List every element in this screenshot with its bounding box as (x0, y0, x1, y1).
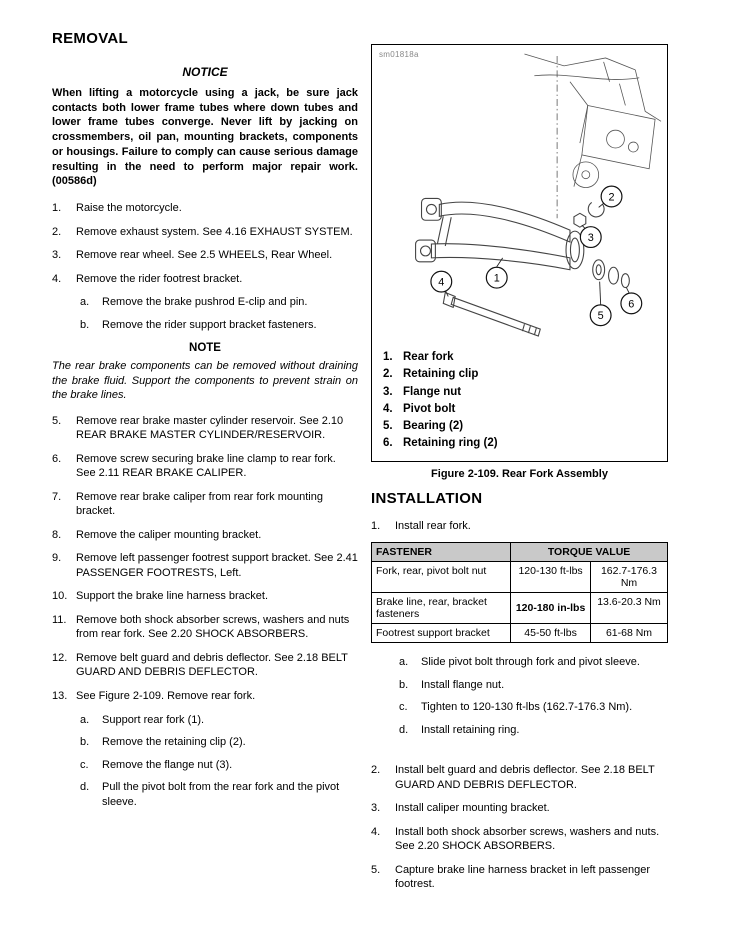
step-text: Remove left passenger footrest support bracket. See 2.41 PASSENGER FOOTRESTS, Left. (76, 552, 358, 579)
removal-step-13b (52, 735, 358, 750)
removal-step-4b (52, 318, 358, 333)
step-number: 4. (52, 272, 62, 285)
step-text: Raise the motorcycle. (76, 202, 182, 215)
removal-step-13a (52, 713, 358, 728)
step-number: 3. (371, 802, 381, 815)
note-body: The rear brake components can be removed without draining the brake fluid. Support the components to prevent strain on the brake lines. (52, 360, 358, 402)
step-number: 2. (371, 764, 381, 777)
step-text: Remove the caliper mounting bracket. (76, 528, 262, 541)
step-number: 2. (52, 225, 62, 238)
torque-metric-cell: 162.7-176.3 Nm (591, 562, 668, 593)
substep-text: Install retaining ring. (421, 723, 520, 736)
step-text: Remove belt guard and debris deflector. See 2.18 BELT GUARD AND DEBRIS DEFLECTOR. (76, 651, 348, 679)
svg-text:3: 3 (587, 232, 594, 245)
install-step-4 (371, 825, 668, 854)
table-row (372, 593, 668, 624)
figure-watermark: sm01818a (379, 50, 419, 59)
notice-body: When lifting a motorcycle using a jack, be sure jack contacts both lower frame tubes where down tubes and lower frame tubes converge. Never lift by jacking on crossmembers, oil pan, mounting brackets, components or housings. Failure to comply can cause serious damage resulting in the need to perform major repair work. (00586d) (52, 87, 358, 188)
torque-table (371, 542, 668, 643)
legend-item-3 (383, 384, 658, 401)
substep-letter: a. (80, 296, 90, 309)
right-column (371, 44, 668, 901)
step-text: Remove rear brake master cylinder reservoir. See 2.10 REAR BRAKE MASTER CYLINDER/RESERVOIR. (76, 414, 344, 442)
removal-step-8 (52, 528, 358, 543)
install-step-1 (371, 519, 668, 534)
step-text: Install caliper mounting bracket. (395, 802, 550, 815)
substep-text: Install flange nut. (421, 678, 505, 691)
step-number: 10. (52, 590, 68, 603)
notice-heading: NOTICE (182, 65, 228, 79)
removal-step-11 (52, 613, 358, 642)
step-text: Remove the rider footrest bracket. (76, 272, 243, 285)
table-row (372, 624, 668, 643)
substep-text: Remove the brake pushrod E-clip and pin. (102, 296, 308, 309)
removal-step-3 (52, 248, 358, 263)
legend-label: Pivot bolt (403, 402, 456, 415)
legend-item-5 (383, 418, 658, 435)
removal-step-10 (52, 589, 358, 604)
removal-step-12 (52, 651, 358, 680)
callout-2 (601, 186, 622, 207)
figure-caption: Figure 2-109. Rear Fork Assembly (431, 467, 608, 480)
step-text: See Figure 2-109. Remove rear fork. (76, 690, 256, 702)
step-number: 1. (371, 519, 381, 532)
install-step-1a (371, 655, 668, 670)
step-number: 5. (371, 863, 381, 876)
removal-step-2 (52, 225, 358, 240)
substep-letter: a. (80, 713, 90, 726)
callout-6 (621, 293, 642, 314)
substep-letter: b. (80, 318, 90, 331)
step-number: 12. (52, 651, 68, 664)
svg-text:4: 4 (438, 276, 445, 289)
step-number: 5. (52, 414, 62, 427)
step-text: Remove both shock absorber screws, washers and nuts from rear fork. See 2.20 SHOCK ABSORBERS. (76, 613, 350, 641)
step-text: Remove rear brake caliper from rear fork mounting bracket. (76, 490, 323, 518)
install-step-1c (371, 700, 668, 715)
torque-metric-cell: 13.6-20.3 Nm (591, 593, 668, 624)
installation-heading: INSTALLATION (371, 489, 483, 507)
step-text: Support the brake line harness bracket. (76, 590, 269, 603)
legend-item-2 (383, 366, 658, 383)
step-number: 6. (52, 452, 62, 465)
callout-1 (486, 267, 507, 288)
torque-table-header-row (372, 543, 668, 562)
legend-item-4 (383, 401, 658, 418)
legend-number: 5. (383, 420, 393, 432)
substep-letter: b. (399, 678, 409, 691)
substep-text: Pull the pivot bolt from the rear fork and the pivot sleeve. (102, 781, 340, 808)
callout-3 (580, 227, 601, 248)
legend-label: Bearing (2) (403, 420, 464, 432)
removal-step-13c (52, 758, 358, 773)
removal-heading: REMOVAL (52, 30, 128, 47)
step-text: Install rear fork. (395, 519, 471, 532)
rear-fork-assembly-illustration (376, 48, 663, 345)
svg-text:6: 6 (628, 298, 635, 311)
install-step-1d (371, 723, 668, 738)
install-step-1b (371, 678, 668, 693)
substep-letter: c. (399, 701, 408, 714)
substep-text: Remove the rider support bracket fasteners. (102, 318, 317, 331)
svg-text:5: 5 (597, 310, 604, 323)
removal-step-9 (52, 551, 358, 580)
svg-text:1: 1 (493, 272, 500, 285)
step-text: Remove exhaust system. See 4.16 EXHAUST SYSTEM. (76, 225, 353, 238)
step-text: Remove screw securing brake line clamp to rear fork. See 2.11 REAR BRAKE CALIPER. (76, 452, 336, 480)
torque-cell: 45-50 ft-lbs (511, 624, 591, 643)
install-step-3 (371, 801, 668, 816)
note-heading: NOTE (189, 342, 221, 355)
substep-letter: d. (80, 781, 90, 794)
step-number: 8. (52, 528, 62, 541)
removal-step-13d (52, 780, 358, 809)
removal-step-4 (52, 272, 358, 287)
torque-metric-cell: 61-68 Nm (591, 624, 668, 643)
callout-5 (590, 305, 611, 326)
step-text: Install both shock absorber screws, washers and nuts. See 2.20 SHOCK ABSORBERS. (395, 825, 660, 853)
torque-cell: 120-180 in-lbs (511, 593, 591, 624)
callout-4 (431, 271, 452, 292)
install-step-5 (371, 863, 668, 892)
step-number: 9. (52, 552, 62, 565)
substep-text: Slide pivot bolt through fork and pivot sleeve. (421, 656, 640, 669)
legend-number: 4. (383, 402, 393, 415)
legend-number: 1. (383, 351, 393, 363)
step-number: 7. (52, 490, 62, 503)
legend-label: Flange nut (403, 385, 462, 398)
legend-number: 2. (383, 368, 393, 381)
substep-text: Remove the flange nut (3). (102, 758, 233, 771)
fastener-cell: Brake line, rear, bracket fasteners (372, 593, 511, 624)
torque-cell: 120-130 ft-lbs (511, 562, 591, 593)
substep-text: Support rear fork (1). (102, 713, 205, 726)
removal-step-4a (52, 295, 358, 310)
legend-number: 3. (383, 385, 393, 398)
step-text: Remove rear wheel. See 2.5 WHEELS, Rear Wheel. (76, 249, 333, 262)
substep-letter: d. (399, 723, 409, 736)
figure-legend (375, 345, 664, 455)
removal-step-13 (52, 689, 358, 704)
torque-value-column-header: TORQUE VALUE (511, 543, 668, 562)
legend-number: 6. (383, 437, 393, 450)
substep-text: Tighten to 120-130 ft-lbs (162.7-176.3 Nm). (421, 701, 633, 714)
removal-step-7 (52, 490, 358, 519)
legend-item-6 (383, 435, 658, 452)
step-number: 4. (371, 825, 381, 838)
removal-step-6 (52, 452, 358, 481)
substep-letter: c. (80, 758, 89, 771)
step-number: 13. (52, 690, 68, 702)
step-text: Capture brake line harness bracket in left passenger footrest. (395, 863, 650, 891)
legend-item-1 (383, 349, 658, 366)
substep-letter: b. (80, 736, 90, 749)
left-column (52, 30, 358, 817)
fastener-column-header: FASTENER (372, 543, 511, 562)
install-step-2 (371, 763, 668, 792)
figure-box (371, 44, 668, 462)
legend-label: Rear fork (403, 351, 454, 363)
legend-label: Retaining ring (2) (403, 437, 498, 450)
step-text: Install belt guard and debris deflector. See 2.18 BELT GUARD AND DEBRIS DEFLECTOR. (395, 764, 655, 791)
legend-label: Retaining clip (403, 368, 479, 381)
removal-step-1 (52, 201, 358, 216)
fastener-cell: Footrest support bracket (372, 624, 511, 643)
removal-step-5 (52, 414, 358, 443)
substep-letter: a. (399, 656, 409, 669)
svg-text:2: 2 (608, 191, 615, 204)
substep-text: Remove the retaining clip (2). (102, 736, 246, 749)
step-number: 3. (52, 249, 62, 262)
step-number: 1. (52, 202, 62, 215)
step-number: 11. (52, 613, 67, 626)
table-row (372, 562, 668, 593)
fastener-cell: Fork, rear, pivot bolt nut (372, 562, 511, 593)
